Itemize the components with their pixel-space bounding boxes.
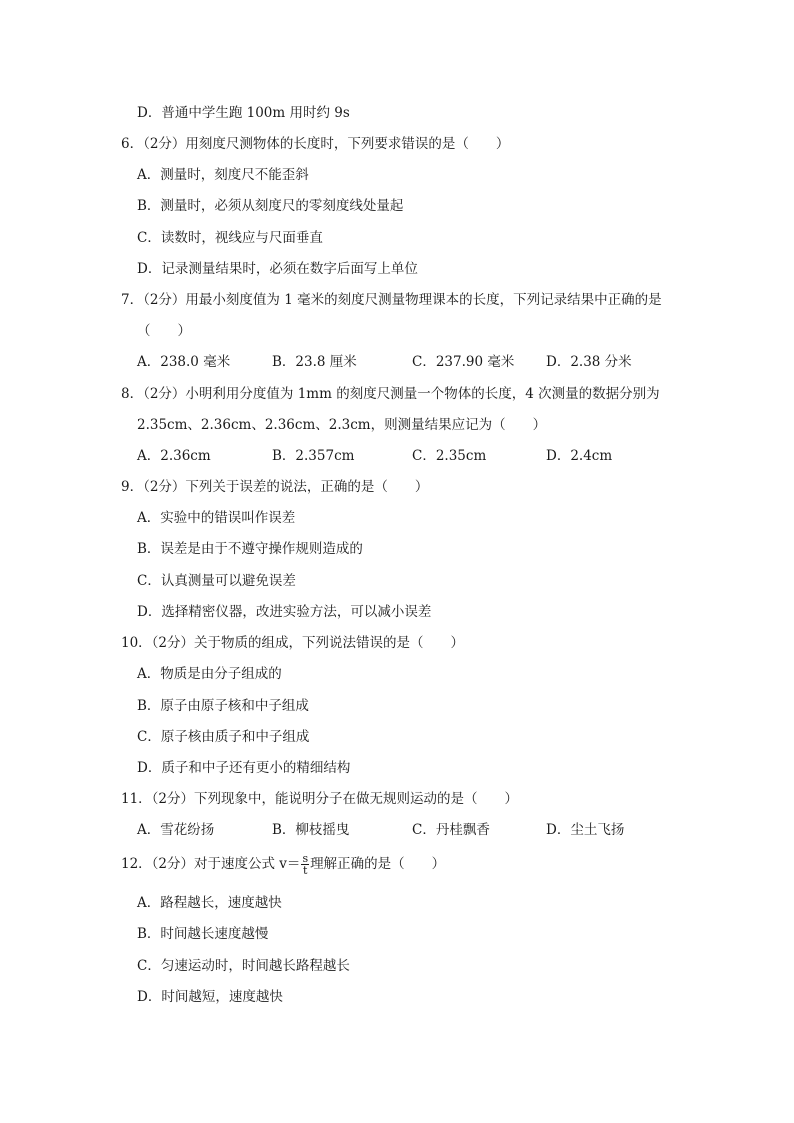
q9-option-b: B．误差是由于不遵守操作规则造成的	[137, 541, 363, 557]
q11-stem: 11．（2分）下列现象中，能说明分子在做无规则运动的是（ ）	[121, 791, 519, 807]
q11-option-a: A．雪花纷扬	[137, 822, 215, 838]
q8-option-b: B．2.357cm	[272, 448, 355, 464]
q10-option-c: C．原子核由质子和中子组成	[137, 729, 310, 745]
q8-stem-cont: 2.35cm、2.36cm、2.36cm、2.3cm，则测量结果应记为（ ）	[137, 417, 547, 433]
q12-option-b: B．时间越长速度越慢	[137, 926, 269, 942]
q10-option-a: A．物质是由分子组成的	[137, 666, 282, 682]
q11-option-d: D．尘土飞扬	[546, 822, 625, 838]
q11-option-b: B．柳枝摇曳	[272, 822, 350, 838]
q12-option-a: A．路程越长，速度越快	[137, 895, 282, 911]
q7-option-c: C．237.90 毫米	[412, 354, 515, 370]
q9-option-a: A．实验中的错误叫作误差	[137, 510, 296, 526]
q5-option-d: D．普通中学生跑 100m 用时约 9s	[137, 105, 350, 121]
q7-option-a: A．238.0 毫米	[137, 354, 231, 370]
q8-stem: 8．（2分）小明利用分度值为 1mm 的刻度尺测量一个物体的长度，4 次测量的数据分别为	[121, 386, 660, 402]
q8-option-c: C．2.35cm	[412, 448, 487, 464]
q9-stem: 9．（2分）下列关于误差的说法，正确的是（ ）	[121, 479, 429, 495]
q8-option-a: A．2.36cm	[137, 448, 211, 464]
q6-option-c: C．读数时，视线应与尺面垂直	[137, 230, 323, 246]
q7-option-b: B．23.8 厘米	[272, 354, 357, 370]
q12-option-d: D．时间越短，速度越快	[137, 989, 283, 1005]
q7-stem: 7．（2分）用最小刻度值为 1 毫米的刻度尺测量物理课本的长度，下列记录结果中正确的是	[121, 292, 662, 308]
q12-stem-post: 理解正确的是（ ）	[310, 856, 446, 872]
q10-option-b: B．原子由原子核和中子组成	[137, 698, 309, 714]
velocity-formula-fraction	[301, 853, 309, 876]
q8-option-d: D．2.4cm	[546, 448, 613, 464]
q7-option-d: D．2.38 分米	[546, 354, 632, 370]
q6-option-d: D．记录测量结果时，必须在数字后面写上单位	[137, 261, 418, 277]
q7-stem-cont: （ ）	[137, 323, 191, 339]
q11-option-c: C．丹桂飘香	[412, 822, 490, 838]
q9-option-c: C．认真测量可以避免误差	[137, 573, 296, 589]
q6-stem: 6．（2分）用刻度尺测物体的长度时，下列要求错误的是（ ）	[121, 136, 510, 152]
q12-option-c: C．匀速运动时，时间越长路程越长	[137, 958, 350, 974]
q6-option-b: B．测量时，必须从刻度尺的零刻度线处量起	[137, 198, 404, 214]
q12-stem	[121, 853, 445, 876]
q10-option-d: D．质子和中子还有更小的精细结构	[137, 760, 351, 776]
fraction-denominator: t	[303, 864, 308, 877]
fraction-numerator: s	[302, 852, 309, 865]
q12-stem-pre: 12．（2分）对于速度公式 v＝	[121, 856, 301, 872]
q6-option-a: A．测量时，刻度尺不能歪斜	[137, 167, 309, 183]
q9-option-d: D．选择精密仪器，改进实验方法，可以减小误差	[137, 604, 432, 620]
q10-stem: 10．（2分）关于物质的组成，下列说法错误的是（ ）	[121, 635, 465, 651]
